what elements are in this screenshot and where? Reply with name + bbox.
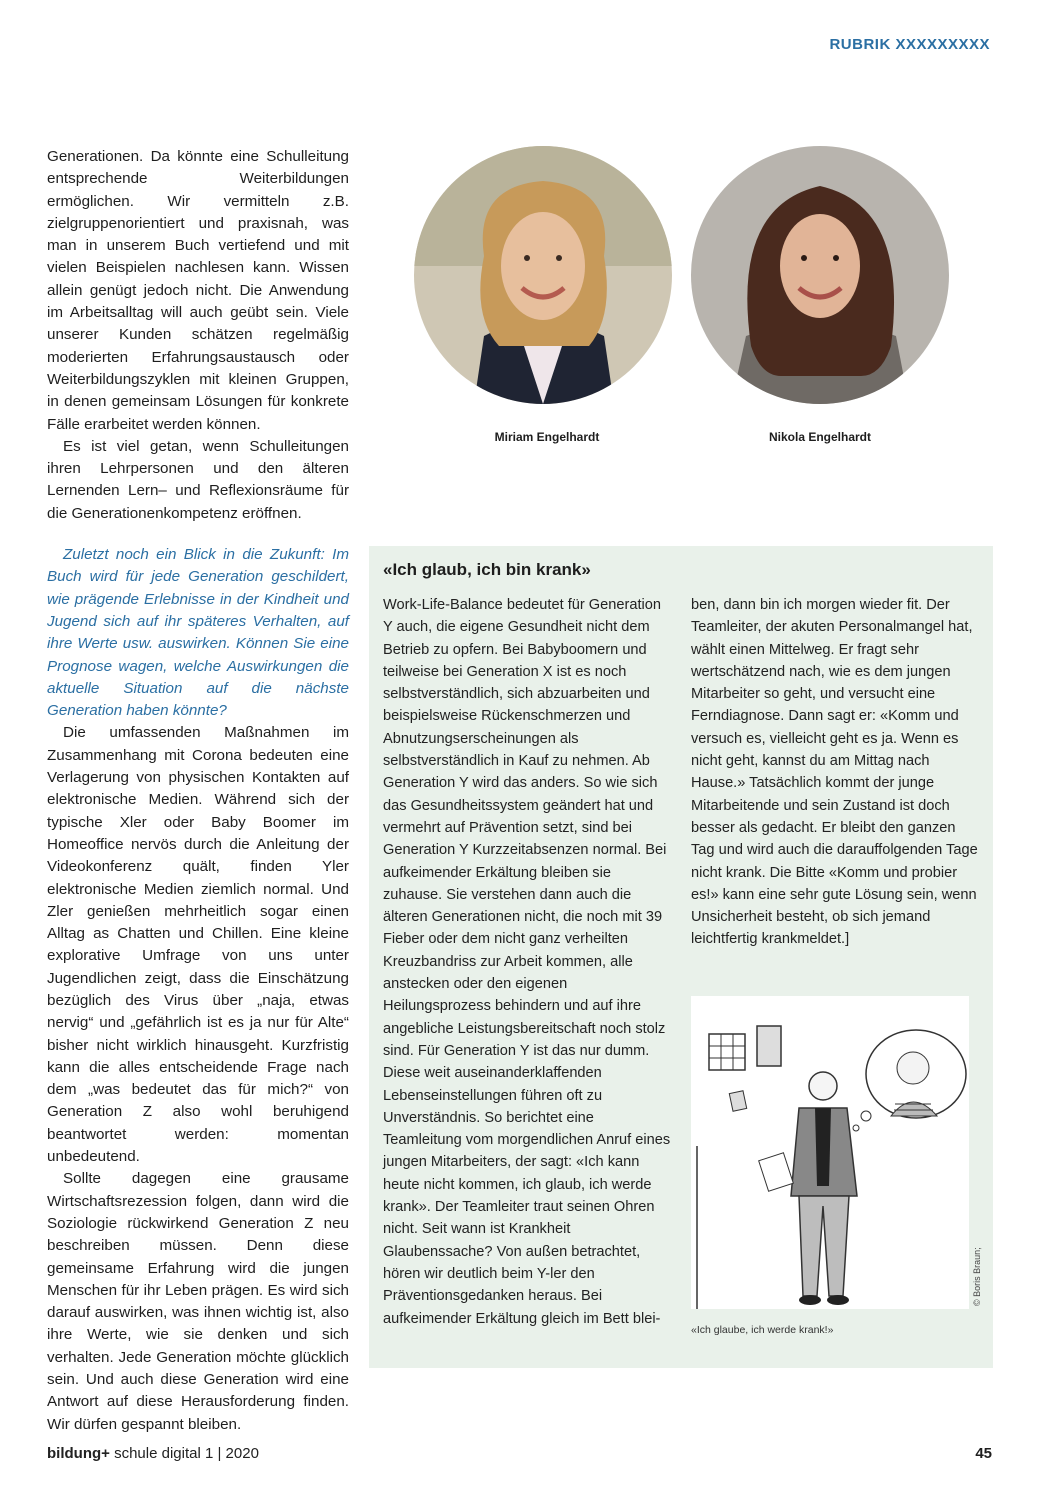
footer-brand: bildung+ [47, 1445, 110, 1462]
page-number: 45 [975, 1445, 992, 1462]
paragraph: Work-Life-Balance bedeutet für Generation Y auch, die eigene Gesundheit nicht dem Betrieb zu opfern. Bei Babyboomern und teilweise bei Generation X ist es noch selbstverständlich, sich abzuarbeiten und beispielsweise Rückenschmerzen und Abnutzungserscheinungen als selbstverständlich in Kauf zu nehmen. Ab Generation Y wird das anders. So wie sich das Gesundheitssystem geändert hat und vermehrt auf Prävention setzt, sind bei Generation Y Kurzzeitabsenzen normal. Bei aufkeimender Erkältung bleiben sie zuhause. Sie verstehen dann auch die älteren Generationen nicht, die noch mit 39 Fieber oder dem nicht ganz verheilten Kreuzbandriss zur Arbeit kommen, alle anstecken oder den eigenen Heilungsprozess behindern und auf ihre angebliche Leistungsbereitschaft noch stolz sind. Für Generation Y ist das nur dumm. Diese weit auseinanderklaffenden Lebenseinstellungen führen oft zu Unverständnis. So berichtet eine Teamleitung vom morgendlichen Anruf eines jungen Mitarbeiters, der sagt: «Ich kann heute nicht kommen, ich glaub, ich werde krank». Der Teamleiter traut seinen Ohren nicht. Seit wann ist Krankheit Glaubenssache? Von außen betrachtet, hören wir deutlich beim Y-ler den Präventionsgedanken heraus. Bei aufkeimender Erkältung gleich im Bett blei- [383, 597, 671, 1327]
box-column-2 [691, 594, 978, 951]
portrait-nikola [691, 146, 949, 404]
portrait-miriam [414, 146, 672, 404]
cartoon-illustration [691, 996, 969, 1309]
section-header: RUBRIK XXXXXXXXX [829, 36, 990, 53]
paragraph: ben, dann bin ich morgen wieder fit. Der Teamleiter, der akuten Personalmangel hat, wählt einen Mittelweg. Er fragt sehr wertschätzend nach, wie es dem jungen Mitarbeiter so geht, und versucht eine Ferndiagnose. Dann sagt er: «Komm und versuch es, vielleicht geht es ja. Wenn es nicht geht, kannst du am Mittag nach Hause.» Tatsächlich kommt der junge Mitarbeitende und sein Zustand ist doch besser als gedacht. Er bleibt den ganzen Tag und wird auch die darauffolgenden Tage nicht krank. Die Bitte «Komm und probier es!» kann eine sehr gute Lösung sein, wenn Unsicherheit besteht, ob sich jemand leichtfertig krankmeldet.] [691, 597, 978, 948]
portrait-caption-right: Nikola Engelhardt [768, 430, 872, 444]
image-credit: © Boris Braun; [972, 1247, 982, 1306]
box-title: «Ich glaub, ich bin krank» [383, 560, 591, 579]
paragraph: Sollte dagegen eine grausame Wirtschaftsrezession folgen, dann wird die Soziologie rückwirkend Generation Z neu beschreiben müssen. Denn diese gemeinsame Erfahrung wird die jungen Menschen für ihr Leben prägen. Es wird sich darauf auswirken, was ihnen wichtig ist, also ihre Werte, wie sie denken und sich verhalten. Jede Generation möchte glücklich sein. Und auch diese Generation wird eine Antwort auf diese Herausforderung finden. Wir dürfen gespannt bleiben. [47, 1170, 349, 1433]
box-column-1 [383, 594, 673, 1330]
footer-publication [47, 1445, 259, 1462]
interview-question: Zuletzt noch ein Blick in die Zukunft: Im Buch wird für jede Generation geschildert, wie prägende Erlebnisse in der Kindheit und Jugend sich auf ihr späteres Verhalten, auf ihre Werte usw. auswirken. Können Sie eine Prognose wagen, welche Auswirkungen die aktuelle Situation auf die nächste Generation haben könnte? [47, 546, 349, 720]
paragraph: Es ist viel getan, wenn Schulleitungen ihren Lehrpersonen und den älteren Lernenden Lern– und Reflexionsräume für die Generationenkompetenz eröffnen. [47, 437, 349, 522]
left-text-column [47, 146, 349, 1436]
portrait-caption-left: Miriam Engelhardt [494, 430, 600, 444]
info-box [369, 546, 993, 1368]
paragraph: Die umfassenden Maßnahmen im Zusammenhang mit Corona bedeuten eine Verlagerung von physischen Kontakten auf elektronische Medien. Während sich der typische Xler oder Baby Boomer im Homeoffice nervös durch die Anleitung der Videokonferenz quält, finden Yler elektronische Medien ziemlich normal. Und Zler genießen mehrheitlich sogar einen Alltag as Chatten und Chillen. Eine kleine explorative Umfrage von uns unter Jugendlichen zeigt, dass die Einschätzung bezüglich des Virus über „naja, etwas nervig“ und „gefährlich ist es ja nur für Alte“ bisher nicht wirklich hinausgeht. Kurzfristig kann die alles entscheidende Frage nach dem „was bedeutet das für mich?“ von Generation Z also wohl beruhigend beantwortet werden: momentan unbedeutend. [47, 724, 349, 1166]
footer-issue: schule digital 1 | 2020 [109, 1445, 259, 1462]
illustration-caption: «Ich glaube, ich werde krank!» [691, 1324, 834, 1336]
paragraph: Generationen. Da könnte eine Schulleitung entsprechende Weiterbildungen ermöglichen. Wir vermitteln z.B. zielgruppenorientiert und praxisnah, was man in unserem Buch vertiefend und mit vielen Beispielen nachlesen kann. Wissen allein genügt jedoch nicht. Die Anwendung im Arbeitsalltag will auch geübt sein. Viele unserer Kunden schätzen regelmäßig moderierten Erfahrungsaustausch oder Weiterbildungszyklen mit kleinen Gruppen, in denen gemeinsam Lösungen für konkrete Fälle erarbeitet werden können. [47, 148, 349, 433]
